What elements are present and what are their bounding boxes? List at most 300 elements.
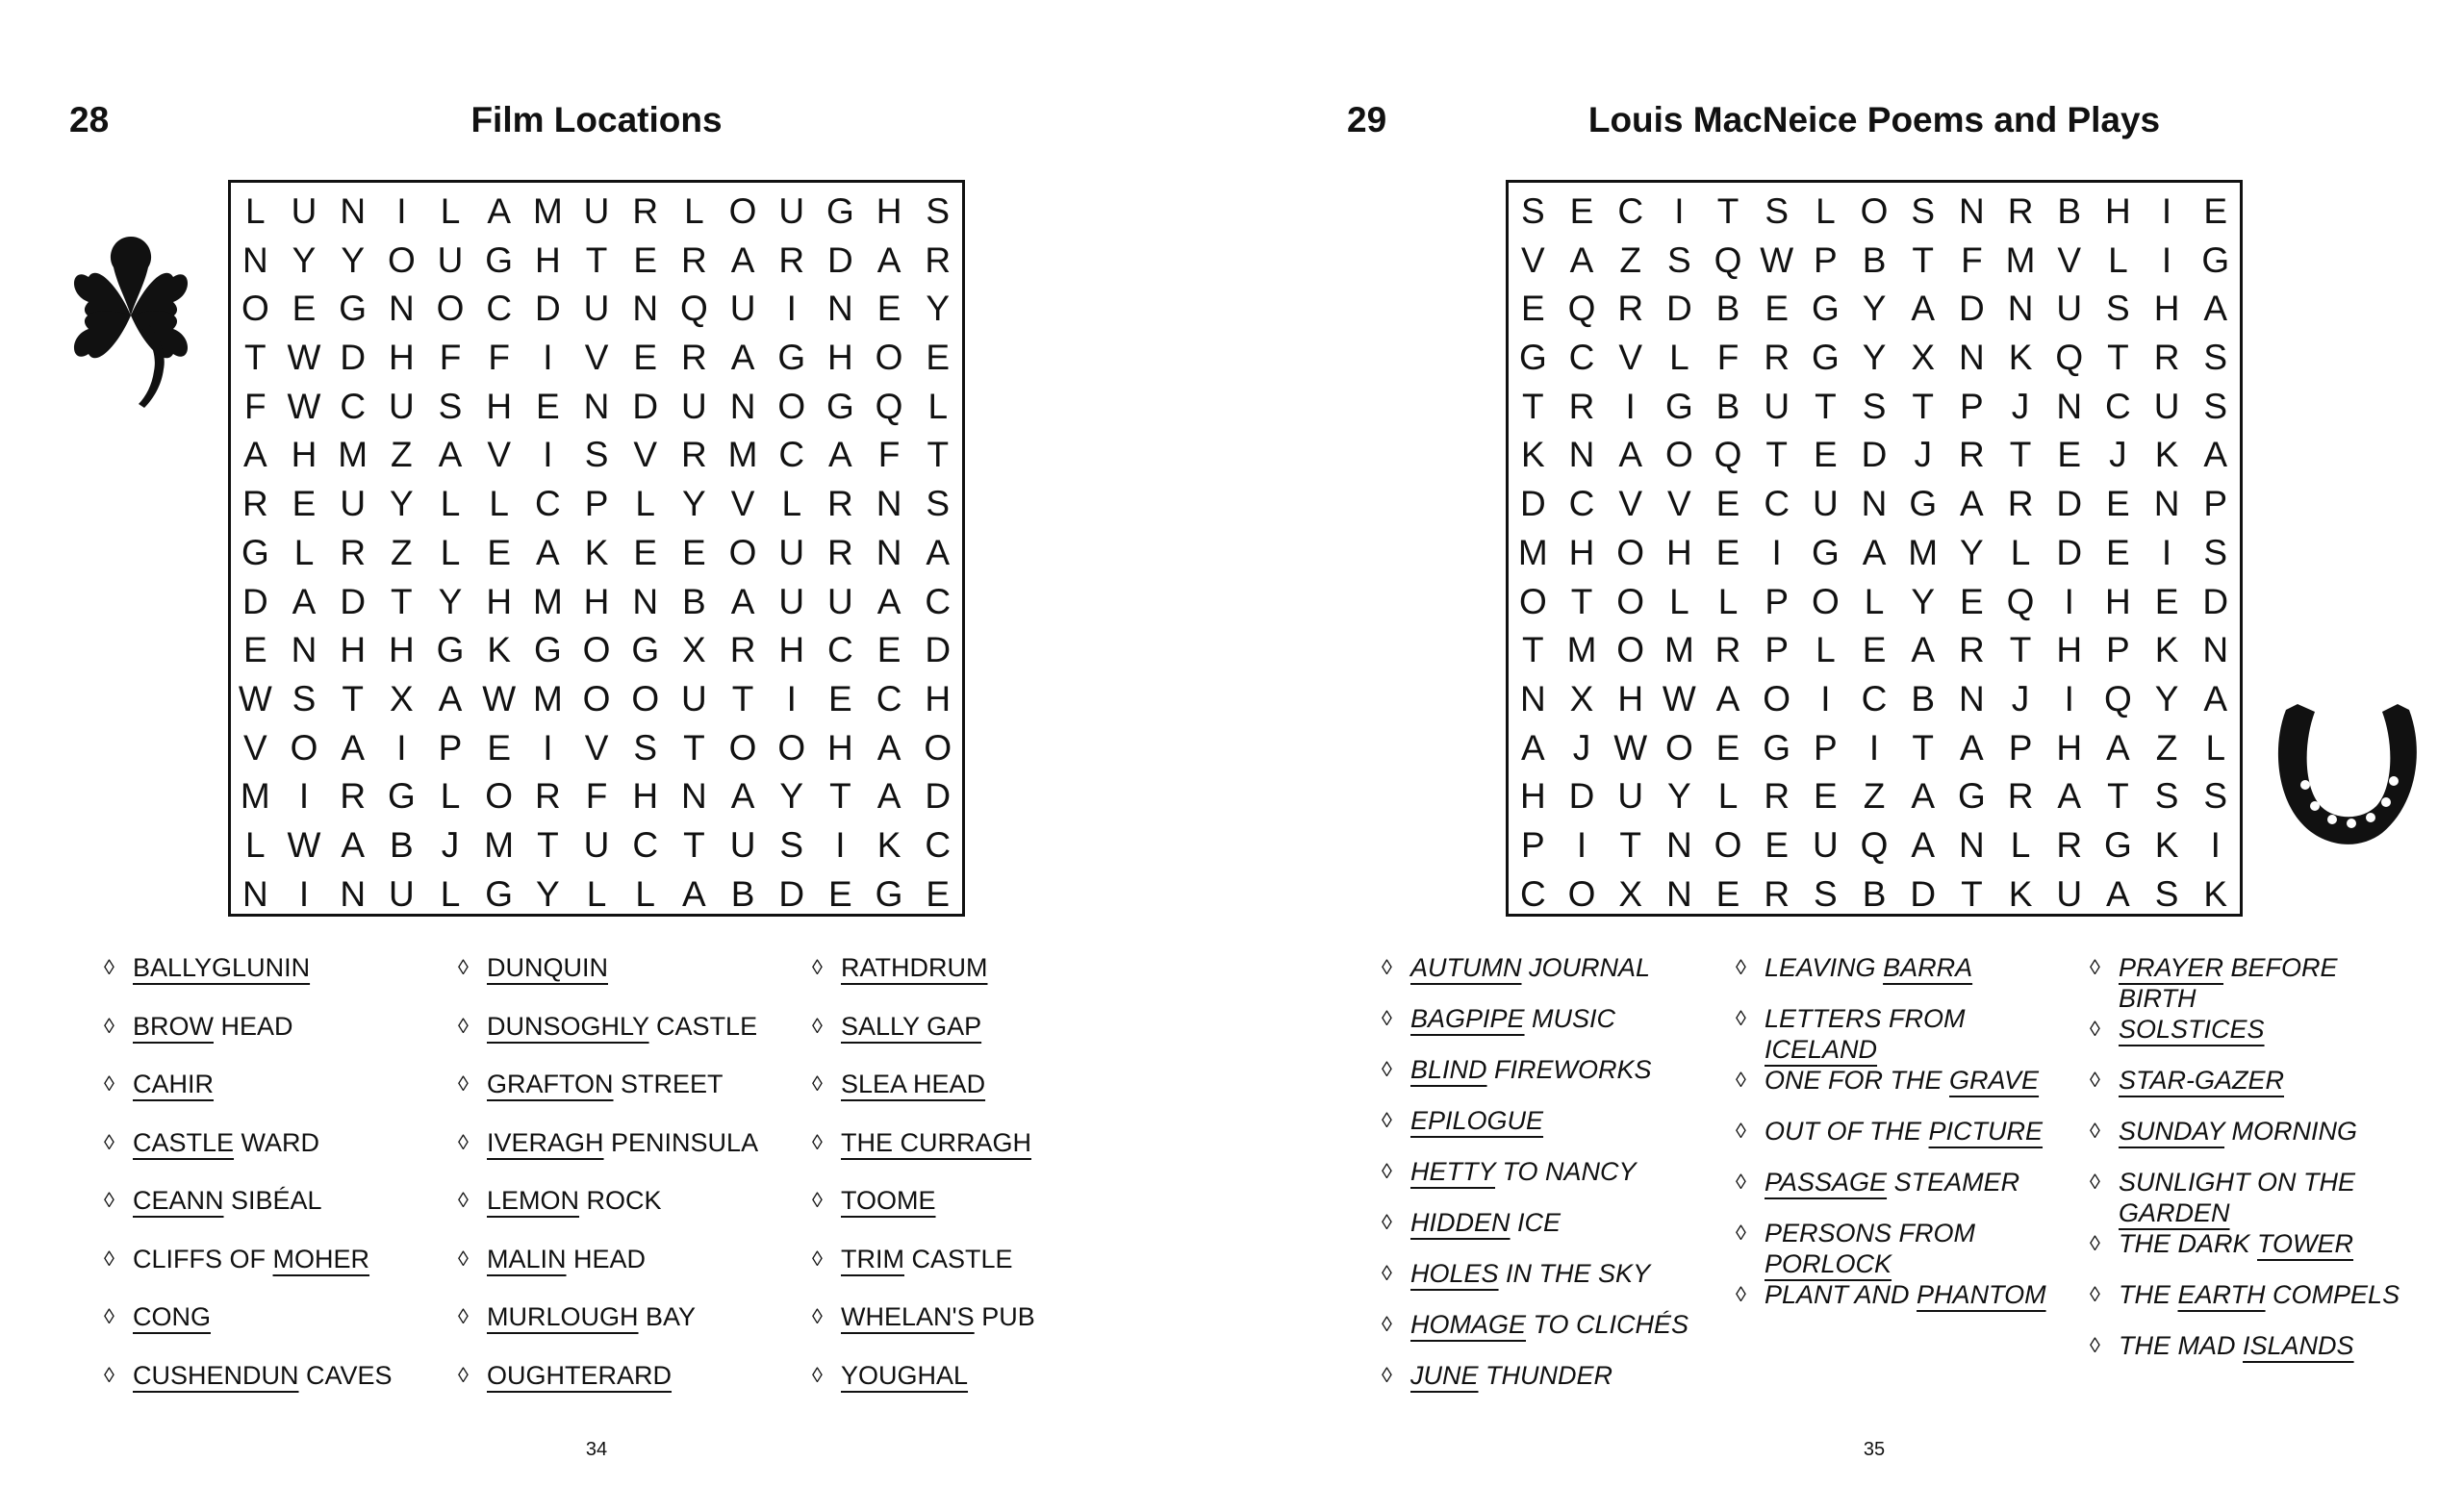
- grid-letter: T: [391, 581, 413, 621]
- word-text: [1765, 1116, 2053, 1147]
- puzzle-number: 28: [69, 100, 110, 139]
- grid-letter: Q: [2006, 581, 2035, 621]
- word-suffix: PENINSULA: [603, 1127, 759, 1157]
- hidden-word: BARRA: [1883, 953, 1973, 982]
- word-list-item: [1382, 1003, 1736, 1054]
- grid-letter: W: [238, 678, 272, 718]
- grid-letter: D: [1959, 289, 1985, 329]
- grid-letter: M: [532, 191, 563, 231]
- grid-letter: R: [827, 532, 853, 572]
- word-list-item: [1382, 1207, 1736, 1258]
- grid-letter: U: [778, 581, 805, 621]
- grid-letter: O: [387, 239, 416, 280]
- grid-letter: S: [1814, 873, 1838, 914]
- word-column: [1382, 952, 1736, 1411]
- grid-letter: K: [1520, 435, 1545, 475]
- grid-letter: R: [535, 776, 561, 817]
- word-text: [1765, 1279, 2053, 1310]
- puzzle-number: 29: [1347, 100, 1387, 139]
- word-text: [1410, 1054, 1699, 1085]
- grid-letter: U: [1617, 776, 1644, 817]
- diamond-bullet-icon: ◊: [1736, 1170, 1746, 1194]
- grid-row: [1509, 578, 2240, 627]
- diamond-bullet-icon: ◊: [104, 1362, 114, 1387]
- grid-letter: A: [876, 727, 901, 768]
- word-suffix: ICE: [1510, 1208, 1562, 1237]
- grid-letter: L: [1669, 338, 1689, 378]
- grid-letter: P: [1765, 630, 1790, 670]
- grid-letter: B: [390, 824, 414, 865]
- word-text: [841, 1069, 1130, 1099]
- grid-letter: I: [2210, 824, 2221, 865]
- grid-letter: F: [585, 776, 608, 817]
- hidden-word: PRAYER: [2119, 953, 2224, 982]
- grid-letter: O: [777, 727, 806, 768]
- word-column: [1736, 952, 2090, 1411]
- grid-row: [231, 724, 962, 773]
- word-prefix: THE: [2119, 1280, 2178, 1309]
- grid-letter: M: [1908, 532, 1939, 572]
- grid-letter: M: [532, 581, 563, 621]
- hidden-word: JUNE: [1410, 1361, 1479, 1390]
- grid-letter: Y: [1911, 581, 1936, 621]
- grid-letter: B: [730, 873, 755, 914]
- word-text: [487, 952, 775, 983]
- grid-letter: H: [2056, 727, 2083, 768]
- grid-letter: G: [1664, 386, 1693, 426]
- hidden-word: SALLY GAP: [841, 1011, 982, 1041]
- diamond-bullet-icon: ◊: [1382, 1210, 1392, 1234]
- grid-letter: I: [835, 824, 846, 865]
- grid-letter: M: [240, 776, 270, 817]
- grid-letter: T: [1765, 435, 1788, 475]
- grid-letter: L: [586, 873, 607, 914]
- grid-letter: K: [876, 824, 901, 865]
- word-text: [2119, 1167, 2407, 1228]
- grid-letter: D: [535, 289, 561, 329]
- grid-letter: N: [632, 581, 659, 621]
- diamond-bullet-icon: ◊: [1382, 955, 1392, 979]
- grid-letter: R: [340, 532, 367, 572]
- grid-letter: U: [729, 289, 756, 329]
- word-list-item: [104, 1360, 458, 1419]
- grid-letter: Y: [1862, 338, 1887, 378]
- diamond-bullet-icon: ◊: [1736, 1119, 1746, 1143]
- grid-letter: A: [341, 824, 366, 865]
- word-text: [841, 1011, 1130, 1042]
- hidden-word: CEANN: [133, 1186, 224, 1215]
- word-text: [2119, 1330, 2407, 1361]
- grid-row: [231, 383, 962, 432]
- hidden-word: TRIM: [841, 1244, 904, 1273]
- grid-letter: U: [1813, 824, 1839, 865]
- grid-letter: L: [489, 484, 509, 524]
- grid-letter: U: [2056, 289, 2083, 329]
- hidden-word: MOHER: [272, 1244, 370, 1273]
- grid-letter: F: [439, 338, 462, 378]
- grid-letter: S: [926, 191, 951, 231]
- word-text: [2119, 1065, 2407, 1096]
- word-suffix: HEAD: [566, 1244, 647, 1273]
- word-list-item: [458, 1011, 812, 1070]
- word-text: [2119, 1228, 2407, 1259]
- grid-letter: U: [583, 289, 610, 329]
- grid-letter: U: [729, 824, 756, 865]
- grid-row: [231, 578, 962, 627]
- grid-letter: V: [730, 484, 755, 524]
- word-text: [133, 1301, 421, 1332]
- grid-letter: A: [730, 776, 755, 817]
- diamond-bullet-icon: ◊: [2090, 1170, 2100, 1194]
- grid-letter: X: [1911, 338, 1936, 378]
- grid-letter: K: [2008, 338, 2033, 378]
- grid-letter: L: [927, 386, 949, 426]
- grid-letter: H: [486, 581, 513, 621]
- grid-letter: G: [1811, 532, 1840, 572]
- hidden-word: GRAVE: [1949, 1066, 2040, 1095]
- grid-letter: J: [2109, 435, 2127, 475]
- word-suffix: TO NANCY: [1495, 1157, 1637, 1186]
- grid-letter: X: [1618, 873, 1643, 914]
- word-list-item: [1736, 1279, 2090, 1330]
- diamond-bullet-icon: ◊: [1736, 1221, 1746, 1245]
- grid-letter: S: [2203, 386, 2228, 426]
- grid-letter: C: [632, 824, 659, 865]
- hidden-word: THE CURRAGH: [841, 1127, 1032, 1157]
- grid-letter: L: [1717, 581, 1739, 621]
- grid-letter: Y: [2154, 678, 2179, 718]
- grid-letter: C: [1519, 873, 1546, 914]
- hidden-word: CAHIR: [133, 1070, 215, 1098]
- grid-letter: V: [1520, 239, 1545, 280]
- hidden-word: IVERAGH: [487, 1127, 604, 1157]
- grid-letter: C: [1568, 338, 1595, 378]
- grid-letter: W: [287, 386, 321, 426]
- grid-row: [231, 285, 962, 334]
- grid-letter: I: [2064, 581, 2074, 621]
- grid-letter: T: [731, 678, 754, 718]
- grid-letter: G: [826, 386, 854, 426]
- grid-letter: P: [1520, 824, 1545, 865]
- grid-letter: D: [1861, 435, 1888, 475]
- word-text: [487, 1301, 775, 1332]
- grid-letter: R: [1959, 435, 1985, 475]
- grid-letter: H: [2105, 191, 2131, 231]
- grid-row: [231, 334, 962, 383]
- grid-letter: S: [1911, 191, 1936, 231]
- grid-letter: L: [1816, 630, 1836, 670]
- grid-letter: O: [1664, 435, 1693, 475]
- grid-letter: X: [682, 630, 706, 670]
- word-list-item: [2090, 1228, 2440, 1279]
- grid-letter: Q: [2055, 338, 2084, 378]
- grid-letter: E: [2057, 435, 2082, 475]
- grid-letter: F: [244, 386, 267, 426]
- grid-letter: E: [1569, 191, 1594, 231]
- grid-letter: L: [635, 484, 655, 524]
- grid-letter: Z: [1619, 239, 1641, 280]
- word-suffix: BEFORE BIRTH: [2119, 953, 2338, 1013]
- grid-letter: N: [632, 289, 659, 329]
- grid-letter: L: [440, 873, 461, 914]
- hidden-word: ICELAND: [1765, 1035, 1878, 1064]
- word-text: [2119, 1116, 2407, 1147]
- grid-letter: L: [2108, 239, 2128, 280]
- grid-letter: E: [1715, 873, 1740, 914]
- grid-letter: A: [730, 338, 755, 378]
- grid-letter: Z: [391, 532, 413, 572]
- word-list-item: [1736, 1003, 2090, 1065]
- grid-row: [1509, 821, 2240, 870]
- grid-letter: G: [2201, 239, 2230, 280]
- grid-letter: L: [2205, 727, 2226, 768]
- grid-letter: D: [2056, 532, 2083, 572]
- word-prefix: ONE FOR THE: [1765, 1066, 1950, 1095]
- grid-letter: K: [2154, 824, 2179, 865]
- grid-letter: B: [1862, 873, 1887, 914]
- grid-letter: I: [298, 873, 310, 914]
- grid-row: [231, 188, 962, 237]
- grid-letter: H: [1617, 678, 1644, 718]
- grid-letter: R: [729, 630, 756, 670]
- word-suffix: CAVES: [298, 1360, 393, 1390]
- grid-letter: B: [1715, 289, 1740, 329]
- grid-letter: A: [1911, 630, 1936, 670]
- grid-letter: Y: [438, 581, 463, 621]
- grid-letter: G: [1957, 776, 1986, 817]
- word-list-item: [812, 1301, 1162, 1360]
- grid-row: [1509, 188, 2240, 237]
- grid-letter: U: [1764, 386, 1790, 426]
- grid-letter: O: [777, 386, 806, 426]
- grid-row: [1509, 285, 2240, 334]
- grid-row: [231, 626, 962, 675]
- hidden-word: HOLES: [1410, 1259, 1499, 1288]
- grid-row: [1509, 383, 2240, 432]
- grid-letter: G: [485, 873, 514, 914]
- hidden-word: YOUGHAL: [841, 1360, 969, 1390]
- hidden-word: TOOME: [841, 1186, 936, 1215]
- word-prefix: SUNLIGHT ON THE: [2119, 1168, 2356, 1197]
- hidden-word: HOMAGE: [1410, 1310, 1527, 1339]
- grid-letter: N: [1959, 191, 1985, 231]
- grid-letter: N: [729, 386, 756, 426]
- grid-letter: S: [2154, 776, 2179, 817]
- grid-letter: A: [1960, 727, 1984, 768]
- diamond-bullet-icon: ◊: [1736, 955, 1746, 979]
- grid-letter: E: [292, 484, 317, 524]
- grid-letter: I: [298, 776, 310, 817]
- grid-letter: S: [2203, 776, 2228, 817]
- word-text: [1410, 1360, 1699, 1391]
- grid-letter: A: [1911, 289, 1936, 329]
- word-list-item: [1382, 1156, 1736, 1207]
- grid-letter: J: [2011, 386, 2030, 426]
- diamond-bullet-icon: ◊: [104, 1304, 114, 1328]
- grid-letter: I: [543, 338, 553, 378]
- grid-letter: I: [1674, 191, 1685, 231]
- word-list-item: [1382, 952, 1736, 1003]
- grid-letter: Y: [1667, 776, 1691, 817]
- grid-letter: H: [388, 630, 415, 670]
- grid-letter: H: [291, 435, 317, 475]
- diamond-bullet-icon: ◊: [2090, 1068, 2100, 1092]
- grid-letter: N: [1959, 338, 1985, 378]
- grid-letter: D: [632, 386, 659, 426]
- grid-letter: E: [876, 630, 901, 670]
- hidden-word: BLIND: [1410, 1055, 1487, 1084]
- word-text: [2119, 1279, 2407, 1310]
- grid-letter: A: [438, 435, 463, 475]
- word-list-item: [458, 1301, 812, 1360]
- grid-letter: H: [1665, 532, 1692, 572]
- grid-letter: P: [1814, 239, 1838, 280]
- grid-letter: L: [245, 824, 266, 865]
- hidden-word: GARDEN: [2119, 1198, 2230, 1227]
- grid-letter: N: [291, 630, 317, 670]
- grid-letter: G: [1909, 484, 1938, 524]
- word-text: [1765, 1065, 2053, 1096]
- grid-letter: C: [340, 386, 367, 426]
- hidden-word: GRAFTON: [487, 1070, 614, 1098]
- grid-letter: Y: [682, 484, 706, 524]
- diamond-bullet-icon: ◊: [458, 1188, 469, 1212]
- grid-letter: M: [2005, 239, 2036, 280]
- grid-letter: J: [441, 824, 460, 865]
- grid-row: [231, 772, 962, 821]
- grid-letter: W: [1760, 239, 1794, 280]
- grid-letter: L: [684, 191, 704, 231]
- grid-letter: Q: [1567, 289, 1596, 329]
- word-prefix: THE MAD: [2119, 1331, 2244, 1360]
- grid-letter: O: [1616, 532, 1645, 572]
- word-list-item: [812, 1011, 1162, 1070]
- grid-letter: C: [778, 435, 805, 475]
- grid-letter: T: [2009, 435, 2032, 475]
- grid-letter: M: [338, 435, 368, 475]
- hidden-word: LEMON: [487, 1186, 580, 1215]
- grid-letter: R: [1764, 776, 1790, 817]
- word-text: [487, 1127, 775, 1158]
- grid-row: [231, 870, 962, 920]
- grid-letter: A: [2203, 289, 2228, 329]
- grid-letter: T: [2009, 630, 2032, 670]
- diamond-bullet-icon: ◊: [812, 1129, 823, 1154]
- grid-letter: N: [827, 289, 853, 329]
- grid-letter: O: [728, 727, 757, 768]
- word-suffix: HEAD: [214, 1011, 293, 1041]
- grid-letter: O: [1518, 581, 1547, 621]
- word-suffix: CASTLE: [903, 1244, 1013, 1273]
- grid-letter: M: [532, 678, 563, 718]
- grid-letter: O: [582, 678, 611, 718]
- hidden-word: WHELAN'S: [841, 1302, 975, 1331]
- diamond-bullet-icon: ◊: [812, 1304, 823, 1328]
- grid-letter: Y: [390, 484, 414, 524]
- grid-letter: R: [1714, 630, 1741, 670]
- grid-letter: A: [2203, 435, 2228, 475]
- word-text: [2119, 1014, 2407, 1045]
- word-column: [812, 952, 1162, 1418]
- grid-letter: A: [1569, 239, 1594, 280]
- grid-letter: F: [1961, 239, 1983, 280]
- grid-letter: L: [781, 484, 802, 524]
- grid-letter: G: [533, 630, 562, 670]
- grid-letter: U: [2056, 873, 2083, 914]
- grid-letter: W: [1662, 678, 1696, 718]
- grid-letter: H: [632, 776, 659, 817]
- word-list-item: [458, 1185, 812, 1244]
- grid-letter: A: [1618, 435, 1643, 475]
- grid-letter: D: [778, 873, 805, 914]
- grid-letter: S: [292, 678, 317, 718]
- word-list-item: [458, 1244, 812, 1302]
- word-suffix: MORNING: [2224, 1117, 2358, 1146]
- grid-letter: O: [436, 289, 465, 329]
- grid-letter: N: [876, 484, 902, 524]
- grid-letter: U: [388, 386, 415, 426]
- puzzle-title: Louis MacNeice Poems and Plays: [1587, 100, 2161, 139]
- grid-letter: W: [482, 678, 517, 718]
- diamond-bullet-icon: ◊: [458, 955, 469, 979]
- grid-letter: W: [1613, 727, 1648, 768]
- hidden-word: PICTURE: [1928, 1117, 2044, 1146]
- grid-letter: J: [1572, 727, 1591, 768]
- puzzle-title: Film Locations: [470, 100, 723, 139]
- word-prefix: PLANT AND: [1765, 1280, 1917, 1309]
- hidden-word: TOWER: [2257, 1229, 2354, 1258]
- word-suffix: ROCK: [579, 1186, 662, 1215]
- diamond-bullet-icon: ◊: [104, 1188, 114, 1212]
- grid-letter: S: [1667, 239, 1691, 280]
- grid-letter: A: [1520, 727, 1545, 768]
- grid-letter: N: [1861, 484, 1888, 524]
- word-list-item: [1736, 1218, 2090, 1279]
- grid-row: [1509, 529, 2240, 578]
- grid-letter: R: [340, 776, 367, 817]
- grid-letter: C: [2105, 386, 2131, 426]
- word-list-item: [1382, 1054, 1736, 1105]
- grid-letter: O: [290, 727, 318, 768]
- grid-row: [1509, 237, 2240, 286]
- word-suffix: WARD: [234, 1127, 320, 1157]
- word-suffix: COMPELS: [2265, 1280, 2400, 1309]
- grid-letter: R: [681, 338, 707, 378]
- grid-letter: G: [387, 776, 416, 817]
- grid-row: [1509, 480, 2240, 529]
- grid-letter: P: [2203, 484, 2228, 524]
- grid-letter: G: [485, 239, 514, 280]
- diamond-bullet-icon: ◊: [1382, 1363, 1392, 1387]
- grid-letter: R: [1617, 289, 1644, 329]
- grid-letter: U: [681, 386, 707, 426]
- word-text: [841, 952, 1130, 983]
- grid-letter: J: [1914, 435, 1932, 475]
- diamond-bullet-icon: ◊: [104, 1129, 114, 1154]
- grid-letter: I: [786, 678, 797, 718]
- word-list-item: [2090, 1014, 2440, 1065]
- grid-letter: T: [1815, 386, 1837, 426]
- grid-letter: G: [1763, 727, 1791, 768]
- grid-letter: S: [2154, 873, 2179, 914]
- word-text: [133, 1185, 421, 1216]
- grid-letter: U: [437, 239, 464, 280]
- word-column: [104, 952, 458, 1418]
- grid-row: [1509, 772, 2240, 821]
- hidden-word: EARTH: [2177, 1280, 2266, 1309]
- word-list-item: [104, 1301, 458, 1360]
- grid-row: [1509, 431, 2240, 480]
